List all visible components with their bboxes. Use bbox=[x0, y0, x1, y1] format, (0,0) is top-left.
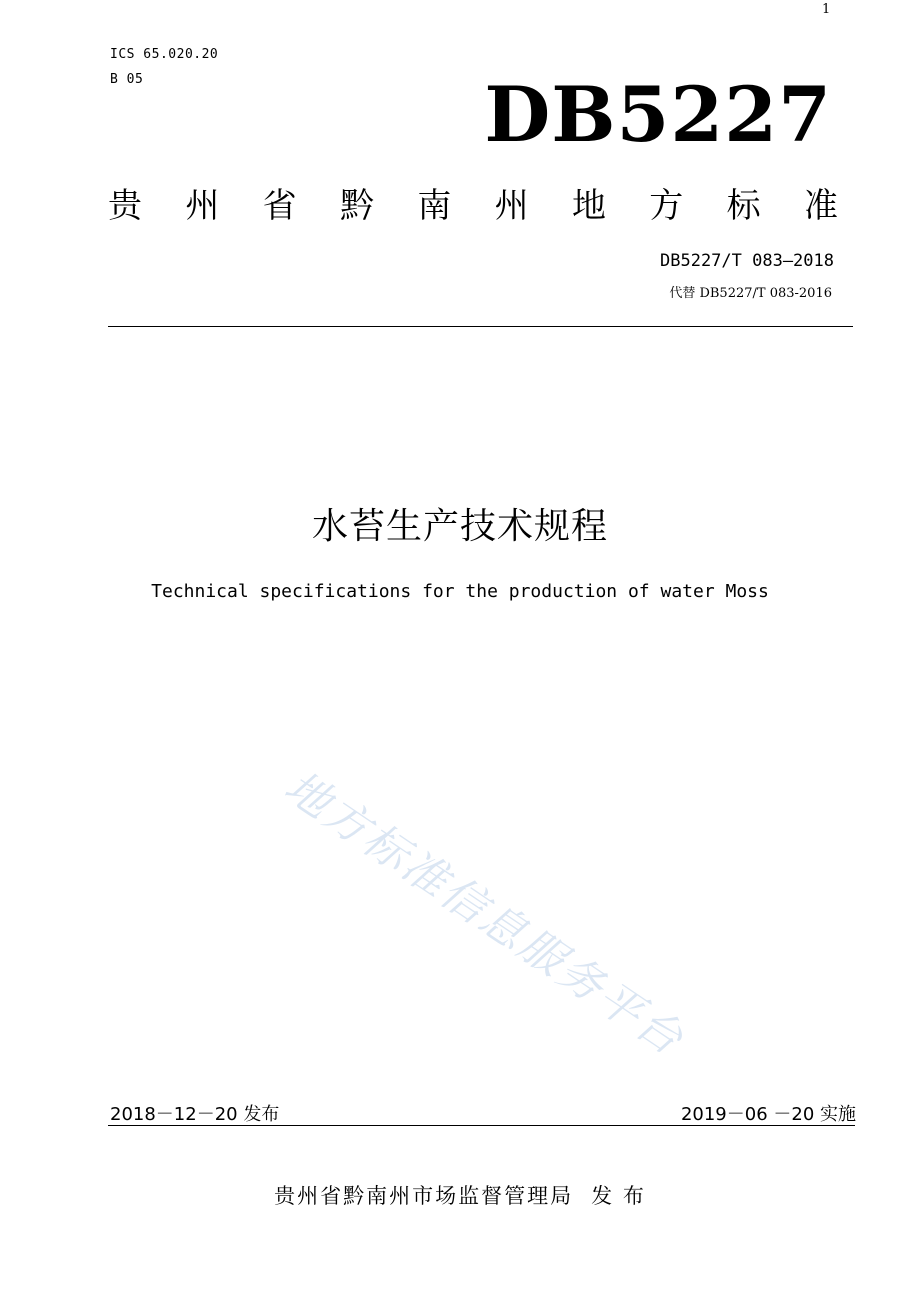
issuer bbox=[0, 1180, 920, 1210]
document-title-cn: 水苔生产技术规程 bbox=[311, 506, 608, 547]
standard-level-char: 地 bbox=[571, 186, 606, 226]
watermark: 地方标准信息服务平台 bbox=[275, 761, 694, 1067]
implementation-date: 2019－06 －20 实施 bbox=[680, 1104, 856, 1125]
standard-number: DB5227/T 083—2018 bbox=[660, 251, 834, 271]
top-divider bbox=[108, 326, 853, 327]
issuer-name: 贵州省黔南州市场监督管理局 bbox=[274, 1184, 574, 1208]
replaces-note: 代替 DB5227/T 083-2016 bbox=[669, 286, 832, 301]
standard-level-char: 州 bbox=[494, 186, 529, 226]
standard-level-char: 准 bbox=[803, 186, 838, 226]
standard-level-char: 标 bbox=[726, 186, 761, 226]
standard-level bbox=[108, 178, 838, 227]
standard-level-char: 南 bbox=[417, 186, 452, 226]
standard-level-char: 州 bbox=[185, 186, 220, 226]
standard-level-char: 贵 bbox=[108, 186, 142, 226]
standard-level-char: 黔 bbox=[339, 186, 374, 226]
standard-code: DB5227 bbox=[484, 70, 832, 159]
ccs-code: B 05 bbox=[110, 72, 144, 87]
issuer-suffix: 发 布 bbox=[591, 1184, 646, 1208]
document-title-en: Technical specifications for the production of water Moss bbox=[151, 581, 769, 602]
bottom-divider bbox=[108, 1125, 855, 1126]
ics-code: ICS 65.020.20 bbox=[110, 47, 219, 62]
standard-level-char: 方 bbox=[649, 186, 684, 226]
standard-level-char: 省 bbox=[262, 186, 297, 226]
issue-date: 2018－12－20 发布 bbox=[110, 1104, 280, 1125]
page-number: 1 bbox=[822, 2, 831, 17]
